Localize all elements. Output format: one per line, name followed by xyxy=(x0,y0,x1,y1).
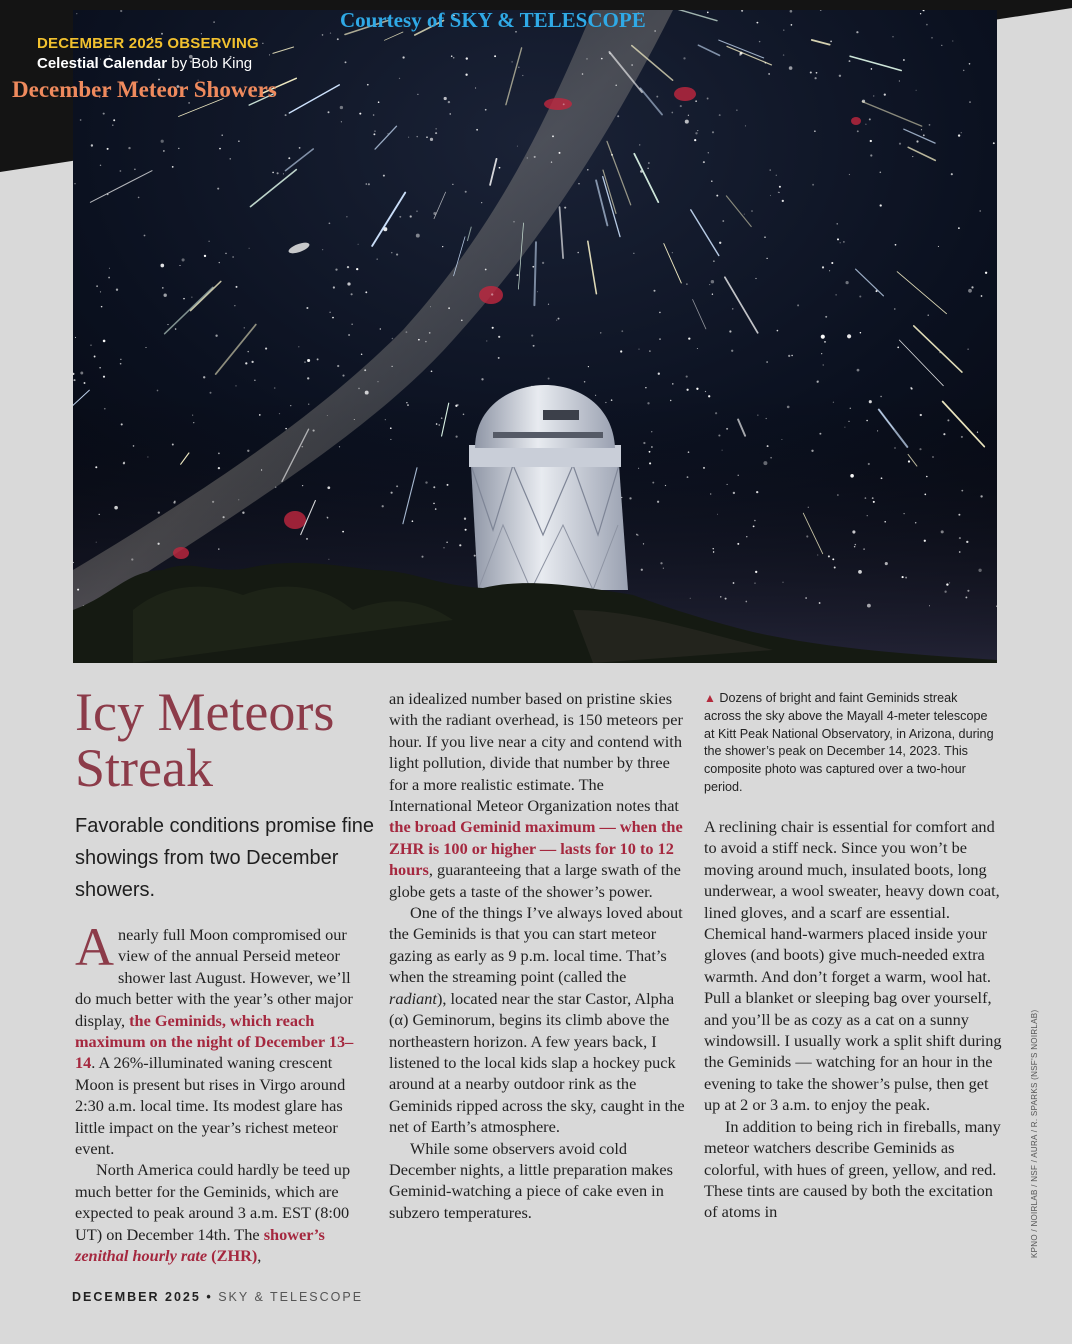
night-sky-image xyxy=(73,10,997,663)
article-dek: Favorable conditions promise fine showings from two December showers. xyxy=(75,815,375,901)
column-name: Celestial Calendar xyxy=(37,55,168,72)
caption-text: Dozens of bright and faint Geminids streak across the sky above the Mayall 4-meter telescope at Kitt Peak National Observatory, in Arizona, during the shower’s peak on December 14, 2023. This composite photo was captured over a two-hour period. xyxy=(704,691,994,794)
mayall-telescope-dome xyxy=(469,385,628,590)
meteor-photo xyxy=(73,10,997,663)
body-text: an idealized number based on pristine skies with the radiant overhead, is 150 meteors per hour. If you live near a city and contend with light pollution, divide that number by three for a more realistic estimate. The International Meteor Organization notes that xyxy=(389,689,683,816)
body-text: , xyxy=(257,1246,262,1266)
footer-separator: • xyxy=(206,1290,213,1304)
highlight-text: the Geminids, which reach maximum on the night of December 13–14 xyxy=(75,1010,354,1073)
drop-cap: A xyxy=(75,917,114,977)
caption-marker-icon: ▲ xyxy=(704,691,716,705)
footer-issue: DECEMBER 2025 xyxy=(72,1290,201,1304)
courtesy-credit: Courtesy of SKY & TELESCOPE xyxy=(340,8,646,32)
body-column-2 xyxy=(389,688,687,1223)
highlight-part: shower’s xyxy=(263,1224,325,1244)
highlight-part: (ZHR) xyxy=(207,1246,258,1266)
headline-line-2: Streak xyxy=(75,738,213,798)
body-text: , guaranteeing that a large swath of the globe gets a taste of the shower’s power. xyxy=(389,860,681,901)
paragraph: While some observers avoid cold December nights, a little preparation makes Geminid-watching a piece of cake even in subzero temperatures. xyxy=(389,1138,673,1222)
article-headline xyxy=(75,684,375,796)
page-footer xyxy=(72,1290,363,1304)
paragraph xyxy=(75,1159,371,1266)
photo-caption xyxy=(704,690,994,797)
headline-line-1: Icy Meteors xyxy=(75,682,335,742)
highlight-text: the broad Geminid maximum — when the ZHR is 100 or higher — lasts for 10 to 12 hours xyxy=(389,817,683,880)
paragraph: A reclining chair is essential for comfort and to avoid a stiff neck. Since you won’t be moving around much, insulated boots, long underwear, a wool sweater, heavy down coat, lined gloves, and a scarf are essential. Chemical hand-warmers placed inside your gloves (and boots) give much-needed extra warmth. And don’t forget a warm, wool hat. Pull a blanket or sleeping bag over yourself, and you’ll be as cozy as a cat on a sunny windowsill. I usually work a split shift during the Geminids — watching for an hour in the evening to take the shower’s pulse, then get up at 2 or 3 a.m. to enjoy the peak. xyxy=(704,817,1002,1115)
body-text: nearly full Moon compromised our view of the annual Perseid meteor shower last August. However, we’ll do much better with the year’s other major display, xyxy=(75,925,353,1030)
footer-magazine: SKY & TELESCOPE xyxy=(218,1290,364,1304)
paragraph xyxy=(389,902,687,1137)
paragraph: In addition to being rich in fireballs, many meteor watchers describe Geminids as colorful, with hues of green, yellow, and red. These tints are caused by both the excitation of atoms in xyxy=(704,1116,1001,1222)
italic-text: radiant xyxy=(389,988,437,1008)
highlight-italic: zenithal hourly rate xyxy=(75,1246,208,1266)
body-column-1 xyxy=(75,917,371,1267)
body-text: ), located near the star Castor, Alpha (α) Geminorum, begins its climb above the northeastern horizon. A few years back, I listened to the local kids slap a hockey puck around at a nearby outdoor rink as the Geminids ripped across the sky, caught in the net of Earth’s atmosphere. xyxy=(389,988,685,1137)
department-kicker: DECEMBER 2025 OBSERVING xyxy=(37,35,259,52)
body-text: . A 26%-illuminated waning crescent Moon is present but rises in Virgo around 2:30 a.m. local time. Its modest glare has little impact on the year’s richest meteor event. xyxy=(75,1053,346,1159)
author-name: Bob King xyxy=(191,55,253,72)
section-title: December Meteor Showers xyxy=(12,77,277,102)
byline-prefix: by xyxy=(171,55,188,72)
paragraph xyxy=(75,917,371,1159)
paragraph xyxy=(389,688,687,902)
byline xyxy=(37,55,252,72)
body-text: One of the things I’ve always loved about the Geminids is that you can start meteor gazing as early as 9 p.m. local time. That’s when the streaming point (called the xyxy=(389,903,683,987)
body-column-3 xyxy=(704,816,1004,1223)
photo-credit: KPNO / NOIRLAB / NSF / AURA / R. SPARKS (NSF’S NOIRLAB) xyxy=(1030,1009,1039,1258)
body-text: North America could hardly be teed up much better for the Geminids, which are expected to peak around 3 a.m. EST (8:00 UT) on December 14th. The xyxy=(75,1160,351,1244)
